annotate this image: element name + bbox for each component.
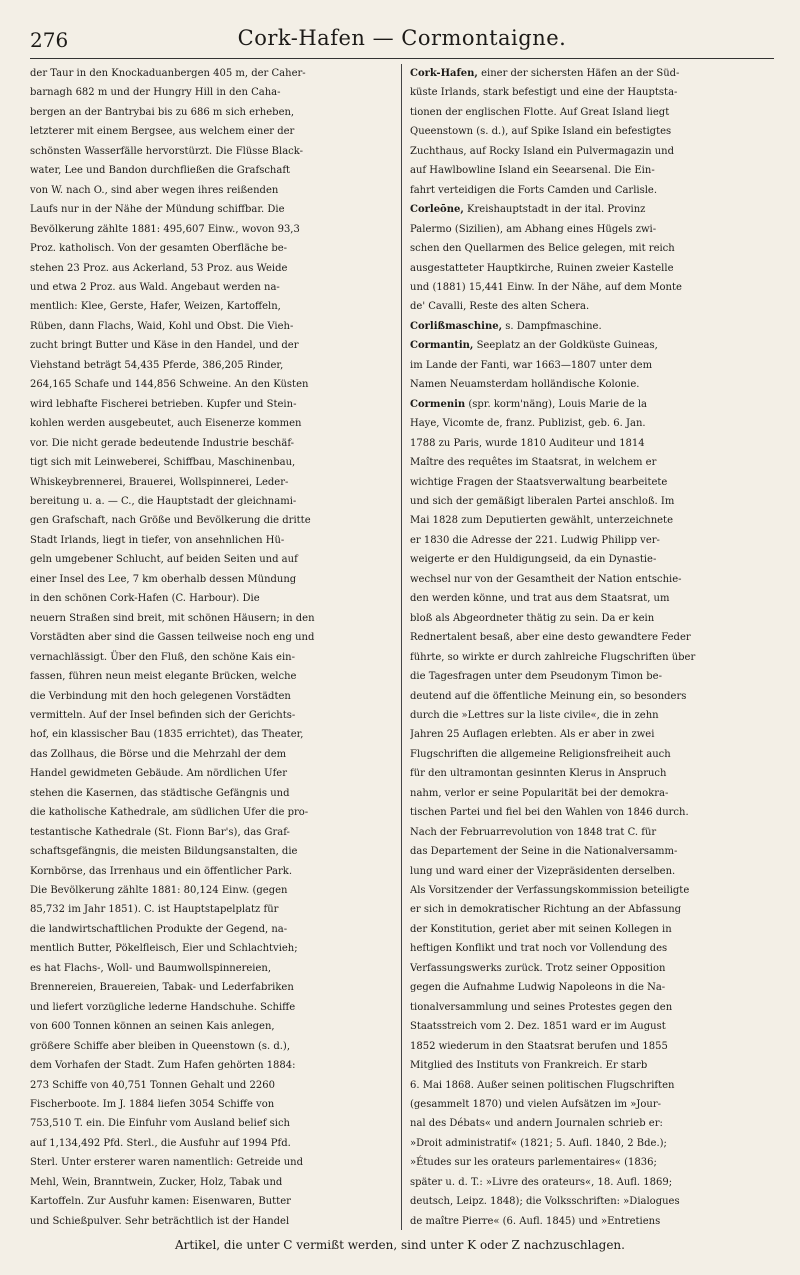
text-line	[410, 570, 774, 589]
text-line	[410, 181, 774, 200]
text-line: stehen 23 Proz. aus Ackerland, 53 Proz. aus Weide	[30, 262, 288, 274]
entry-text: schen den Quellarmen des Belice gelegen, mit reich	[410, 243, 675, 255]
entry-text: bloß als Abgeordneter thätig zu sein. Da er kein	[410, 612, 655, 624]
text-line	[410, 122, 774, 141]
entry-text: gegen die Aufnahme Ludwig Napoleons in die Na-	[410, 982, 666, 994]
text-line: Fischerboote. Im J. 1884 liefen 3054 Schiffe von	[30, 1099, 275, 1111]
text-line: die landwirtschaftlichen Produkte der Gegend, na-	[30, 923, 288, 935]
entry-text: »Études sur les orateurs parlementaires« (1836;	[410, 1157, 657, 1169]
entry-text: Queenstown (s. d.), auf Spike Island ein befestigtes	[410, 126, 672, 138]
entry-text: später u. d. T.: »Livre des orateurs«, 18. Aufl. 1869;	[410, 1176, 673, 1188]
entry-line	[410, 200, 774, 219]
entry-headword: Cormantin,	[410, 340, 474, 352]
text-line: und etwa 2 Proz. aus Wald. Angebaut werden na-	[30, 281, 280, 293]
text-line: 273 Schiffe von 40,751 Tonnen Gehalt und 2260	[30, 1079, 275, 1091]
entry-headword: Corleōne,	[410, 204, 464, 216]
text-line: das Zollhaus, die Börse und die Mehrzahl der dem	[30, 748, 287, 760]
text-line	[410, 648, 774, 667]
text-line: die Verbindung mit den hoch gelegenen Vorstädten	[30, 690, 291, 702]
text-line	[410, 1173, 774, 1192]
text-line: und Schießpulver. Sehr beträchtlich ist der Handel	[30, 1215, 290, 1227]
entry-text: wichtige Fragen der Staatsverwaltung bearbeitete	[410, 476, 668, 488]
text-line	[410, 297, 774, 316]
entry-text: 6. Mai 1868. Außer seinen politischen Flugschriften	[410, 1079, 675, 1091]
entry-line	[410, 336, 774, 355]
entry-text: Flugschriften die allgemeine Religionsfreiheit auch	[410, 748, 671, 760]
text-line	[410, 278, 774, 297]
text-line	[410, 453, 774, 472]
entry-text: Seeplatz an der Goldküste Guineas,	[473, 340, 658, 352]
text-line	[410, 959, 774, 978]
entry-text: lung und ward einer der Vizepräsidenten derselben.	[410, 865, 676, 877]
entry-text: führte, so wirkte er durch zahlreiche Flugschriften über	[410, 651, 696, 663]
text-line	[410, 900, 774, 919]
text-line: Kartoffeln. Zur Ausfuhr kamen: Eisenwaren, Butter	[30, 1196, 291, 1208]
entry-text: im Lande der Fanti, war 1663—1807 unter dem	[410, 359, 653, 371]
text-line	[410, 511, 774, 530]
text-line	[410, 1114, 774, 1133]
text-line: stehen die Kasernen, das städtische Gefängnis und	[30, 787, 290, 799]
text-line	[410, 628, 774, 647]
text-line	[410, 1056, 774, 1075]
entry-text: den werden könne, und trat aus dem Staatsrat, um	[410, 593, 670, 605]
entry-text: Maître des requêtes im Staatsrat, in welchem er	[410, 457, 657, 469]
text-line	[410, 492, 774, 511]
text-line	[410, 473, 774, 492]
text-line: größere Schiffe aber bleiben in Queenstown (s. d.),	[30, 1040, 290, 1052]
text-line	[410, 1037, 774, 1056]
text-line	[410, 764, 774, 783]
page-number: 276	[30, 28, 69, 52]
text-line	[410, 550, 774, 569]
left-column	[30, 64, 402, 1230]
text-line	[410, 803, 774, 822]
entry-line	[410, 317, 774, 336]
text-line: vermitteln. Auf der Insel befinden sich der Gerichts-	[30, 709, 296, 721]
text-line: Rüben, dann Flachs, Waid, Kohl und Obst. Die Vieh-	[30, 320, 294, 332]
text-line: mentlich: Klee, Gerste, Hafer, Weizen, Kartoffeln,	[30, 301, 281, 313]
text-line: Bevölkerung zählte 1881: 495,607 Einw., wovon 93,3	[30, 223, 300, 235]
text-line: 753,510 T. ein. Die Einfuhr vom Ausland belief sich	[30, 1118, 290, 1130]
page-header	[30, 14, 774, 59]
text-line: Handel gewidmeten Gebäude. Am nördlichen Ufer	[30, 768, 287, 780]
entry-text: nal des Débats« und andern Journalen schrieb er:	[410, 1118, 663, 1130]
text-line: von W. nach O., sind aber wegen ihres reißenden	[30, 184, 279, 196]
text-line	[410, 220, 774, 239]
text-line: in den schönen Cork-Hafen (C. Harbour). Die	[30, 593, 260, 605]
entry-text: Palermo (Sizilien), am Abhang eines Hügels zwi-	[410, 223, 657, 235]
entry-text: nahm, verlor er seine Popularität bei der demokra-	[410, 787, 669, 799]
text-line: vernachlässigt. Über den Fluß, den schöne Kais ein-	[30, 651, 295, 663]
text-line: Die Bevölkerung zählte 1881: 80,124 Einw. (gegen	[30, 885, 288, 897]
running-title: Cork-Hafen — Cormontaigne.	[237, 26, 567, 50]
entry-text: er sich in demokratischer Richtung an der Abfassung	[410, 904, 682, 916]
entry-text: Kreishauptstadt in der ital. Provinz	[463, 204, 646, 216]
text-line: von 600 Tonnen können an seinen Kais anlegen,	[30, 1021, 275, 1033]
text-line	[410, 745, 774, 764]
entry-text: s. Dampfmaschine.	[502, 320, 602, 332]
entry-text: tischen Partei und fiel bei den Wahlen von 1846 durch.	[410, 807, 689, 819]
text-line	[410, 259, 774, 278]
text-line	[410, 920, 774, 939]
text-line: dem Vorhafen der Stadt. Zum Hafen gehörten 1884:	[30, 1060, 296, 1072]
entry-text: de' Cavalli, Reste des alten Schera.	[410, 301, 590, 313]
text-columns	[30, 64, 774, 1230]
text-line: hof, ein klassischer Bau (1835 errichtet), das Theater,	[30, 729, 304, 741]
text-line	[410, 667, 774, 686]
text-line	[410, 103, 774, 122]
text-line: Vorstädten aber sind die Gassen teilweise noch eng und	[30, 632, 315, 644]
text-line: einer Insel des Lee, 7 km oberhalb dessen Mündung	[30, 573, 297, 585]
entry-text: Namen Neuamsterdam holländische Kolonie.	[410, 379, 640, 391]
entry-text: 1852 wiederum in den Staatsrat berufen und 1855	[410, 1040, 668, 1052]
text-line	[410, 142, 774, 161]
text-line: tigt sich mit Leinweberei, Schiffbau, Maschinenbau,	[30, 457, 296, 469]
text-line	[410, 862, 774, 881]
text-line: Viehstand beträgt 54,435 Pferde, 386,205 Rinder,	[30, 359, 284, 371]
text-line: testantische Kathedrale (St. Fionn Bar's), das Graf-	[30, 826, 290, 838]
text-line	[410, 239, 774, 258]
text-line	[410, 1095, 774, 1114]
entry-line	[410, 64, 774, 83]
text-line: schaftsgefängnis, die meisten Bildungsanstalten, die	[30, 846, 298, 858]
entry-text: Jahren 25 Auflagen erlebten. Als er aber in zwei	[410, 729, 655, 741]
text-line: 85,732 im Jahr 1851). C. ist Hauptstapelplatz für	[30, 904, 279, 916]
entry-text: deutend auf die öffentliche Meinung ein, so besonders	[410, 690, 687, 702]
entry-text: Mitglied des Instituts von Frankreich. Er starb	[410, 1060, 648, 1072]
entry-text: tionen der englischen Flotte. Auf Great Island liegt	[410, 106, 670, 118]
entry-headword: Cormenin	[410, 398, 466, 410]
text-line: Stadt Irlands, liegt in tiefer, von ansehnlichen Hü-	[30, 534, 285, 546]
text-line	[410, 823, 774, 842]
entry-text: tionalversammlung und seines Protestes gegen den	[410, 1001, 673, 1013]
text-line	[410, 881, 774, 900]
text-line: zucht bringt Butter und Käse in den Handel, und der	[30, 340, 299, 352]
text-line: wird lebhafte Fischerei betrieben. Kupfer und Stein-	[30, 398, 297, 410]
entry-headword: Corlißmaschine,	[410, 320, 503, 332]
entry-text: weigerte er den Huldigungseid, da ein Dynastie-	[410, 554, 657, 566]
text-line	[410, 1076, 774, 1095]
entry-text: fahrt verteidigen die Forts Camden und Carlisle.	[410, 184, 658, 196]
entry-text: und sich der gemäßigt liberalen Partei anschloß. Im	[410, 495, 675, 507]
entry-text: küste Irlands, stark befestigt und eine der Hauptsta-	[410, 87, 678, 99]
text-line	[410, 1192, 774, 1211]
entry-text: der Konstitution, geriet aber mit seinen Kollegen in	[410, 923, 672, 935]
entry-text: Als Vorsitzender der Verfassungskommission beteiligte	[410, 885, 690, 897]
text-line: letzterer mit einem Bergsee, aus welchem einer der	[30, 126, 295, 138]
entry-text: wechsel nur von der Gesamtheit der Nation entschie-	[410, 573, 682, 585]
text-line: der Taur in den Knockaduanbergen 405 m, der Caher-	[30, 68, 306, 79]
entry-text: auf Hawlbowline Island ein Seearsenal. Die Ein-	[410, 165, 655, 177]
entry-text: Staatsstreich vom 2. Dez. 1851 ward er im August	[410, 1021, 666, 1033]
text-line	[410, 978, 774, 997]
text-line: vor. Die nicht gerade bedeutende Industrie beschäf-	[30, 437, 295, 449]
text-line	[410, 842, 774, 861]
text-line: Laufs nur in der Nähe der Mündung schiffbar. Die	[30, 204, 285, 216]
text-line: barnagh 682 m und der Hungry Hill in den Caha-	[30, 87, 281, 99]
entry-text: Zuchthaus, auf Rocky Island ein Pulvermagazin und	[410, 145, 674, 157]
text-line	[410, 1153, 774, 1172]
entry-text: Haye, Vicomte de, franz. Publizist, geb. 6. Jan.	[410, 418, 646, 430]
entry-text: 1788 zu Paris, wurde 1810 Auditeur und 1814	[410, 437, 645, 449]
text-line: Kornbörse, das Irrenhaus und ein öffentlicher Park.	[30, 865, 293, 877]
text-line: Whiskeybrennerei, Brauerei, Wollspinnerei, Leder-	[30, 476, 289, 488]
text-line	[410, 531, 774, 550]
right-column	[402, 64, 774, 1230]
text-line: kohlen werden ausgebeutet, auch Eisenerze kommen	[30, 418, 302, 430]
text-line: bergen an der Bantrybai bis zu 686 m sich erheben,	[30, 106, 295, 118]
text-line	[410, 83, 774, 102]
text-line	[410, 589, 774, 608]
text-line: die katholische Kathedrale, am südlichen Ufer die pro-	[30, 807, 309, 819]
entry-text: das Departement der Seine in die Nationalversamm-	[410, 846, 678, 858]
text-line: und liefert vorzügliche lederne Handschuhe. Schiffe	[30, 1001, 296, 1013]
text-line: neuern Straßen sind breit, mit schönen Häusern; in den	[30, 612, 315, 624]
text-line	[410, 434, 774, 453]
entry-text: de maître Pierre« (6. Aufl. 1845) und »Entretiens	[410, 1215, 661, 1227]
text-line: geln umgebener Schlucht, auf beiden Seiten und auf	[30, 554, 298, 566]
text-line: Proz. katholisch. Von der gesamten Oberfläche be-	[30, 243, 288, 255]
entry-text: für den ultramontan gesinnten Klerus in Anspruch	[410, 768, 667, 780]
entry-text: er 1830 die Adresse der 221. Ludwig Philipp ver-	[410, 534, 660, 546]
text-line	[410, 706, 774, 725]
text-line: Mehl, Wein, Branntwein, Zucker, Holz, Tabak und	[30, 1176, 283, 1188]
entry-text: durch die »Lettres sur la liste civile«, die in zehn	[410, 709, 659, 721]
text-line: 264,165 Schafe und 144,856 Schweine. An den Küsten	[30, 379, 309, 391]
text-line	[410, 414, 774, 433]
entry-text: heftigen Konflikt und trat noch vor Vollendung des	[410, 943, 668, 955]
text-line: fassen, führen neun meist elegante Brücken, welche	[30, 671, 297, 683]
text-line: gen Grafschaft, nach Größe und Bevölkerung die dritte	[30, 515, 311, 527]
entry-headword: Cork-Hafen,	[410, 68, 478, 79]
text-line	[410, 1017, 774, 1036]
entry-text: Verfassungswerks zurück. Trotz seiner Opposition	[410, 962, 666, 974]
text-line: bereitung u. a. — C., die Hauptstadt der gleichnami-	[30, 495, 297, 507]
entry-text: Rednertalent besaß, aber eine desto gewandtere Feder	[410, 632, 691, 644]
text-line: auf 1,134,492 Pfd. Sterl., die Ausfuhr auf 1994 Pfd.	[30, 1137, 291, 1149]
text-line: Brennereien, Brauereien, Tabak- und Lederfabriken	[30, 982, 294, 994]
text-line	[410, 725, 774, 744]
text-line	[410, 161, 774, 180]
entry-text: (spr. korm'näng), Louis Marie de la	[465, 398, 647, 410]
entry-text: (gesammelt 1870) und vielen Aufsätzen im »Jour-	[410, 1099, 661, 1111]
text-line	[410, 609, 774, 628]
text-line	[410, 356, 774, 375]
text-line	[410, 375, 774, 394]
text-line	[410, 1134, 774, 1153]
text-line: water, Lee und Bandon durchfließen die Grafschaft	[30, 165, 291, 177]
text-line	[410, 687, 774, 706]
text-line: mentlich Butter, Pökelfleisch, Eier und Schlachtvieh;	[30, 943, 298, 955]
entry-text: deutsch, Leipz. 1848); die Volksschriften: »Dialogues	[410, 1196, 680, 1208]
text-line: Sterl. Unter ersterer waren namentlich: Getreide und	[30, 1157, 303, 1169]
entry-text: Nach der Februarrevolution von 1848 trat C. für	[410, 826, 657, 838]
entry-text: »Droit administratif« (1821; 5. Aufl. 1840, 2 Bde.);	[410, 1137, 667, 1149]
entry-text: ausgestatteter Hauptkirche, Ruinen zweier Kastelle	[410, 262, 674, 274]
entry-text: einer der sichersten Häfen an der Süd-	[477, 68, 680, 79]
page-footer: Artikel, die unter C vermißt werden, sind unter K oder Z nachzuschlagen.	[175, 1238, 625, 1252]
text-line	[410, 1212, 774, 1230]
text-line: es hat Flachs-, Woll- und Baumwollspinnereien,	[30, 962, 272, 974]
entry-text: und (1881) 15,441 Einw. In der Nähe, auf dem Monte	[410, 281, 682, 293]
text-line: schönsten Wasserfälle hervorstürzt. Die Flüsse Black-	[30, 145, 304, 157]
entry-text: Mai 1828 zum Deputierten gewählt, unterzeichnete	[410, 515, 673, 527]
text-line	[410, 784, 774, 803]
text-line	[410, 939, 774, 958]
entry-text: die Tagesfragen unter dem Pseudonym Timon be-	[410, 671, 662, 683]
text-line	[410, 998, 774, 1017]
entry-line	[410, 395, 774, 414]
